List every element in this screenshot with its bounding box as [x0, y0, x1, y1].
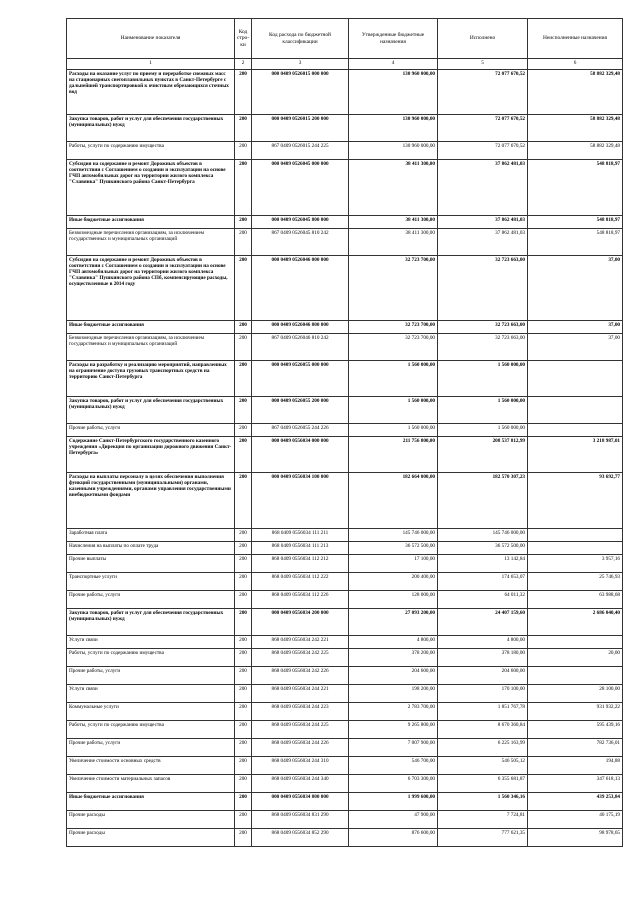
column-number: 2	[235, 59, 252, 70]
cell-unexecuted: 93 692,77	[528, 473, 623, 529]
cell-approved: 876 600,00	[349, 829, 438, 847]
cell-approved: 27 093 200,00	[349, 609, 438, 636]
cell-expense-code: 868 0409 0556034 242 226	[252, 667, 349, 685]
cell-approved: 32 723 700,00	[349, 334, 438, 361]
cell-expense-code: 868 0409 0556034 244 225	[252, 721, 349, 739]
table-row	[67, 361, 623, 397]
cell-line-code: 200	[235, 321, 252, 334]
cell-line-code: 200	[235, 437, 252, 473]
header-unexecuted: Неисполненные назначения	[528, 19, 623, 59]
cell-approved: 130 960 000,00	[349, 115, 438, 142]
column-number: 4	[349, 59, 438, 70]
cell-executed: 170 100,00	[438, 685, 528, 703]
cell-expense-code: 867 0409 0526045 810 242	[252, 229, 349, 256]
cell-line-code: 200	[235, 115, 252, 142]
cell-unexecuted: 3 218 987,01	[528, 437, 623, 473]
cell-executed: 6 225 163,99	[438, 739, 528, 757]
cell-unexecuted: 782 736,01	[528, 739, 623, 757]
cell-name: Увеличение стоимости основных средств	[67, 757, 235, 775]
cell-line-code: 200	[235, 361, 252, 397]
cell-executed: 8 670 360,84	[438, 721, 528, 739]
cell-name: Субсидия на содержание и ремонт Дорожных объектов в соответствии с Соглашением о создании и эксплуатации на основе ГЧП автомобильных дорог на территории жилого комплекса "Славянка" Пушкинского района Санкт-Петербурга	[67, 160, 235, 216]
table-row	[67, 703, 623, 721]
cell-executed: 32 723 663,00	[438, 321, 528, 334]
cell-line-code: 200	[235, 739, 252, 757]
cell-name: Закупка товаров, работ и услуг для обеспечения государственных (муниципальных) нужд	[67, 609, 235, 636]
cell-expense-code: 000 0409 0526055 000 000	[252, 361, 349, 397]
cell-expense-code: 000 0409 0526015 000 000	[252, 70, 349, 115]
cell-approved: 32 723 700,00	[349, 256, 438, 321]
table-row	[67, 739, 623, 757]
table-row	[67, 555, 623, 573]
cell-expense-code: 000 0409 0526055 200 000	[252, 397, 349, 424]
table-row	[67, 591, 623, 609]
table-row	[67, 160, 623, 216]
header-row	[67, 19, 623, 59]
cell-line-code: 200	[235, 829, 252, 847]
budget-execution-table	[66, 18, 623, 847]
cell-line-code: 200	[235, 573, 252, 591]
cell-approved: 182 664 000,00	[349, 473, 438, 529]
cell-expense-code: 000 0409 0526015 200 000	[252, 115, 349, 142]
cell-executed: 4 800,00	[438, 636, 528, 649]
cell-unexecuted	[528, 636, 623, 649]
cell-name: Субсидия на содержание и ремонт Дорожных объектов в соответствии с Соглашением о создании и эксплуатации на основе ГЧП автомобильных дорог на территории жилого комплекса "Славянка" Пушкинского района СПб, компенсирующие расходы, осуществленные в 2014 году	[67, 256, 235, 321]
cell-executed: 37 862 481,03	[438, 160, 528, 216]
cell-unexecuted: 20,00	[528, 649, 623, 667]
cell-line-code: 200	[235, 811, 252, 829]
cell-executed: 1 560 346,16	[438, 793, 528, 811]
cell-approved: 2 783 700,00	[349, 703, 438, 721]
cell-line-code: 200	[235, 721, 252, 739]
cell-name: Безвозмездные перечисления организациям, за исключением государственных и муниципальных организаций	[67, 334, 235, 361]
cell-expense-code: 868 0409 0556034 244 340	[252, 775, 349, 793]
cell-expense-code: 868 0409 0556034 244 226	[252, 739, 349, 757]
cell-approved: 1 560 000,00	[349, 424, 438, 437]
cell-line-code: 200	[235, 591, 252, 609]
table-row	[67, 115, 623, 142]
cell-approved: 378 200,00	[349, 649, 438, 667]
cell-expense-code: 868 0409 0556034 244 223	[252, 703, 349, 721]
cell-line-code: 200	[235, 555, 252, 573]
cell-unexecuted: 2 686 040,40	[528, 609, 623, 636]
cell-approved: 7 007 900,00	[349, 739, 438, 757]
cell-approved: 546 700,00	[349, 757, 438, 775]
cell-executed: 6 355 681,87	[438, 775, 528, 793]
cell-executed: 64 011,32	[438, 591, 528, 609]
table-row	[67, 321, 623, 334]
table-row	[67, 685, 623, 703]
cell-approved: 9 265 800,00	[349, 721, 438, 739]
cell-line-code: 200	[235, 397, 252, 424]
cell-name: Прочие расходы	[67, 811, 235, 829]
cell-executed: 36 572 500,00	[438, 542, 528, 555]
cell-executed: 1 560 000,00	[438, 397, 528, 424]
header-name: Наименование показателя	[67, 19, 235, 59]
cell-line-code: 200	[235, 793, 252, 811]
table-row	[67, 793, 623, 811]
column-number: 5	[438, 59, 528, 70]
cell-name: Прочие расходы	[67, 829, 235, 847]
cell-line-code: 200	[235, 70, 252, 115]
cell-expense-code: 868 0409 0556034 111 211	[252, 529, 349, 542]
table-row	[67, 667, 623, 685]
cell-expense-code: 868 0409 0556034 111 213	[252, 542, 349, 555]
cell-executed: 32 723 663,00	[438, 256, 528, 321]
cell-executed: 7 724,81	[438, 811, 528, 829]
cell-name: Иные бюджетные ассигнования	[67, 216, 235, 229]
cell-unexecuted: 347 618,13	[528, 775, 623, 793]
cell-name: Иные бюджетные ассигнования	[67, 321, 235, 334]
cell-line-code: 200	[235, 775, 252, 793]
cell-executed: 182 570 307,23	[438, 473, 528, 529]
cell-line-code: 200	[235, 142, 252, 160]
cell-approved: 36 572 500,00	[349, 542, 438, 555]
table-row	[67, 829, 623, 847]
cell-line-code: 200	[235, 216, 252, 229]
cell-name: Расходы на разработку и реализацию мероприятий, направленных на ограничение доступа грузовых транспортных средств на территорию Санкт-Петербурга	[67, 361, 235, 397]
cell-unexecuted: 548 818,97	[528, 216, 623, 229]
table-row	[67, 256, 623, 321]
cell-expense-code: 000 0409 0556034 200 000	[252, 609, 349, 636]
cell-approved: 204 600,00	[349, 667, 438, 685]
column-number: 3	[252, 59, 349, 70]
cell-approved: 128 000,00	[349, 591, 438, 609]
cell-name: Безвозмездные перечисления организациям, за исключением государственных и муниципальных организаций	[67, 229, 235, 256]
cell-line-code: 200	[235, 424, 252, 437]
cell-approved: 1 560 000,00	[349, 361, 438, 397]
cell-expense-code: 867 0409 0526055 244 226	[252, 424, 349, 437]
cell-name: Иные бюджетные ассигнования	[67, 793, 235, 811]
table-row	[67, 473, 623, 529]
cell-approved: 1 560 000,00	[349, 397, 438, 424]
cell-line-code: 200	[235, 529, 252, 542]
cell-executed: 72 077 670,52	[438, 70, 528, 115]
cell-line-code: 200	[235, 667, 252, 685]
cell-executed: 24 407 159,60	[438, 609, 528, 636]
cell-executed: 1 560 000,00	[438, 361, 528, 397]
cell-line-code: 200	[235, 334, 252, 361]
table-row	[67, 721, 623, 739]
cell-unexecuted: 3 957,16	[528, 555, 623, 573]
cell-approved: 211 756 800,00	[349, 437, 438, 473]
cell-name: Расходы на оказание услуг по приему и переработке снежных масс на стационарных снегоплавильных пунктах в Санкт-Петербурге с дальнейшей транспортировкой к очистным обрезающихся сточных вод	[67, 70, 235, 115]
cell-name: Прочие работы, услуги	[67, 667, 235, 685]
cell-expense-code: 867 0409 0526046 810 242	[252, 334, 349, 361]
cell-unexecuted	[528, 397, 623, 424]
cell-approved: 47 900,00	[349, 811, 438, 829]
cell-expense-code: 000 0409 0526045 000 000	[252, 160, 349, 216]
cell-expense-code: 868 0409 0556034 112 212	[252, 555, 349, 573]
table-body	[67, 70, 623, 847]
cell-approved: 145 746 000,00	[349, 529, 438, 542]
cell-executed: 378 180,00	[438, 649, 528, 667]
cell-name: Заработная плата	[67, 529, 235, 542]
cell-unexecuted: 37,00	[528, 334, 623, 361]
cell-executed: 37 862 481,03	[438, 229, 528, 256]
cell-line-code: 200	[235, 160, 252, 216]
cell-line-code: 200	[235, 703, 252, 721]
table-row	[67, 216, 623, 229]
cell-line-code: 200	[235, 757, 252, 775]
table-row	[67, 649, 623, 667]
cell-expense-code: 000 0409 0526045 800 000	[252, 216, 349, 229]
table-row	[67, 334, 623, 361]
cell-name: Увеличение стоимости материальных запасов	[67, 775, 235, 793]
cell-executed: 32 723 663,00	[438, 334, 528, 361]
cell-expense-code: 868 0409 0556034 852 290	[252, 829, 349, 847]
column-number-row	[67, 59, 623, 70]
cell-approved: 38 411 300,00	[349, 216, 438, 229]
header-expense-code: Код расхода по бюджетной классификации	[252, 19, 349, 59]
cell-approved: 1 999 600,00	[349, 793, 438, 811]
cell-name: Прочие работы, услуги	[67, 739, 235, 757]
cell-unexecuted: 931 932,22	[528, 703, 623, 721]
cell-approved: 38 411 300,00	[349, 160, 438, 216]
column-number: 6	[528, 59, 623, 70]
cell-unexecuted: 548 818,97	[528, 229, 623, 256]
cell-approved: 38 411 300,00	[349, 229, 438, 256]
cell-expense-code: 868 0409 0556034 244 221	[252, 685, 349, 703]
cell-executed: 145 746 000,00	[438, 529, 528, 542]
table-row	[67, 573, 623, 591]
cell-line-code: 200	[235, 473, 252, 529]
cell-unexecuted	[528, 667, 623, 685]
cell-unexecuted: 58 882 329,48	[528, 142, 623, 160]
column-number: 1	[67, 59, 235, 70]
cell-approved: 130 960 000,00	[349, 70, 438, 115]
cell-approved: 32 723 700,00	[349, 321, 438, 334]
cell-executed: 777 621,35	[438, 829, 528, 847]
cell-expense-code: 868 0409 0556034 112 222	[252, 573, 349, 591]
cell-expense-code: 868 0409 0556034 242 225	[252, 649, 349, 667]
table-row	[67, 229, 623, 256]
cell-name: Содержание Санкт-Петербургского государственного казенного учреждения «Дирекция по организации дорожного движения Санкт-Петербурга»	[67, 437, 235, 473]
cell-name: Начисления на выплаты по оплате труда	[67, 542, 235, 555]
table-row	[67, 70, 623, 115]
cell-name: Расходы на выплаты персоналу в целях обеспечения выполнения функций государственными (муниципальными) органами, казенными учреждениями, органами управления государственными внебюджетными фондами	[67, 473, 235, 529]
cell-unexecuted: 37,00	[528, 256, 623, 321]
cell-unexecuted	[528, 424, 623, 437]
cell-name: Коммунальные услуги	[67, 703, 235, 721]
cell-executed: 174 653,07	[438, 573, 528, 591]
cell-name: Транспортные услуги	[67, 573, 235, 591]
cell-executed: 72 077 670,52	[438, 142, 528, 160]
cell-expense-code: 867 0409 0526015 244 225	[252, 142, 349, 160]
cell-unexecuted	[528, 529, 623, 542]
cell-approved: 130 960 000,00	[349, 142, 438, 160]
cell-executed: 204 600,00	[438, 667, 528, 685]
table-row	[67, 757, 623, 775]
cell-approved: 6 703 300,00	[349, 775, 438, 793]
cell-name: Прочие работы, услуги	[67, 591, 235, 609]
cell-expense-code: 000 0409 0556034 000 000	[252, 437, 349, 473]
cell-executed: 72 077 670,52	[438, 115, 528, 142]
cell-line-code: 200	[235, 256, 252, 321]
cell-line-code: 200	[235, 649, 252, 667]
cell-line-code: 200	[235, 636, 252, 649]
table-row	[67, 437, 623, 473]
cell-unexecuted: 58 882 329,48	[528, 70, 623, 115]
cell-expense-code: 000 0409 0526046 000 000	[252, 256, 349, 321]
cell-name: Работы, услуги по содержанию имущества	[67, 649, 235, 667]
table-row	[67, 424, 623, 437]
table-row	[67, 609, 623, 636]
cell-name: Работы, услуги по содержанию имущества	[67, 721, 235, 739]
cell-approved: 17 100,00	[349, 555, 438, 573]
cell-unexecuted: 28 100,00	[528, 685, 623, 703]
cell-expense-code: 868 0409 0556034 112 226	[252, 591, 349, 609]
cell-name: Прочие выплаты	[67, 555, 235, 573]
cell-executed: 1 560 000,00	[438, 424, 528, 437]
cell-expense-code: 000 0409 0556034 800 000	[252, 793, 349, 811]
cell-unexecuted	[528, 361, 623, 397]
cell-unexecuted: 98 978,65	[528, 829, 623, 847]
cell-unexecuted: 58 882 329,48	[528, 115, 623, 142]
cell-unexecuted: 194,88	[528, 757, 623, 775]
cell-unexecuted: 595 439,16	[528, 721, 623, 739]
cell-expense-code: 000 0409 0526046 800 000	[252, 321, 349, 334]
cell-executed: 1 851 767,78	[438, 703, 528, 721]
table-row	[67, 397, 623, 424]
cell-executed: 208 537 812,99	[438, 437, 528, 473]
cell-line-code: 200	[235, 542, 252, 555]
cell-line-code: 200	[235, 609, 252, 636]
cell-executed: 546 505,12	[438, 757, 528, 775]
header-executed: Исполнено	[438, 19, 528, 59]
cell-line-code: 200	[235, 229, 252, 256]
cell-unexecuted: 37,00	[528, 321, 623, 334]
cell-expense-code: 868 0409 0556034 242 221	[252, 636, 349, 649]
cell-unexecuted	[528, 542, 623, 555]
cell-unexecuted: 40 175,19	[528, 811, 623, 829]
table-row	[67, 542, 623, 555]
table-row	[67, 529, 623, 542]
table-row	[67, 142, 623, 160]
cell-name: Закупка товаров, работ и услуг для обеспечения государственных (муниципальных) нужд	[67, 397, 235, 424]
table-row	[67, 636, 623, 649]
cell-name: Прочие работы, услуги	[67, 424, 235, 437]
table-row	[67, 811, 623, 829]
cell-approved: 198 200,00	[349, 685, 438, 703]
cell-unexecuted: 439 253,84	[528, 793, 623, 811]
cell-line-code: 200	[235, 685, 252, 703]
cell-unexecuted: 548 818,97	[528, 160, 623, 216]
cell-executed: 37 862 481,03	[438, 216, 528, 229]
cell-name: Услуги связи	[67, 636, 235, 649]
cell-executed: 13 142,84	[438, 555, 528, 573]
cell-name: Услуги связи	[67, 685, 235, 703]
cell-name: Работы, услуги по содержанию имущества	[67, 142, 235, 160]
cell-approved: 4 800,00	[349, 636, 438, 649]
cell-unexecuted: 25 746,93	[528, 573, 623, 591]
header-line-code: Код стро-ки	[235, 19, 252, 59]
header-approved: Утвержденные бюджетные назначения	[349, 19, 438, 59]
cell-expense-code: 868 0409 0556034 244 310	[252, 757, 349, 775]
cell-name: Закупка товаров, работ и услуг для обеспечения государственных (муниципальных) нужд	[67, 115, 235, 142]
cell-expense-code: 868 0409 0556034 831 290	[252, 811, 349, 829]
table-row	[67, 775, 623, 793]
cell-expense-code: 000 0409 0556034 100 000	[252, 473, 349, 529]
cell-unexecuted: 63 988,68	[528, 591, 623, 609]
cell-approved: 200 400,00	[349, 573, 438, 591]
